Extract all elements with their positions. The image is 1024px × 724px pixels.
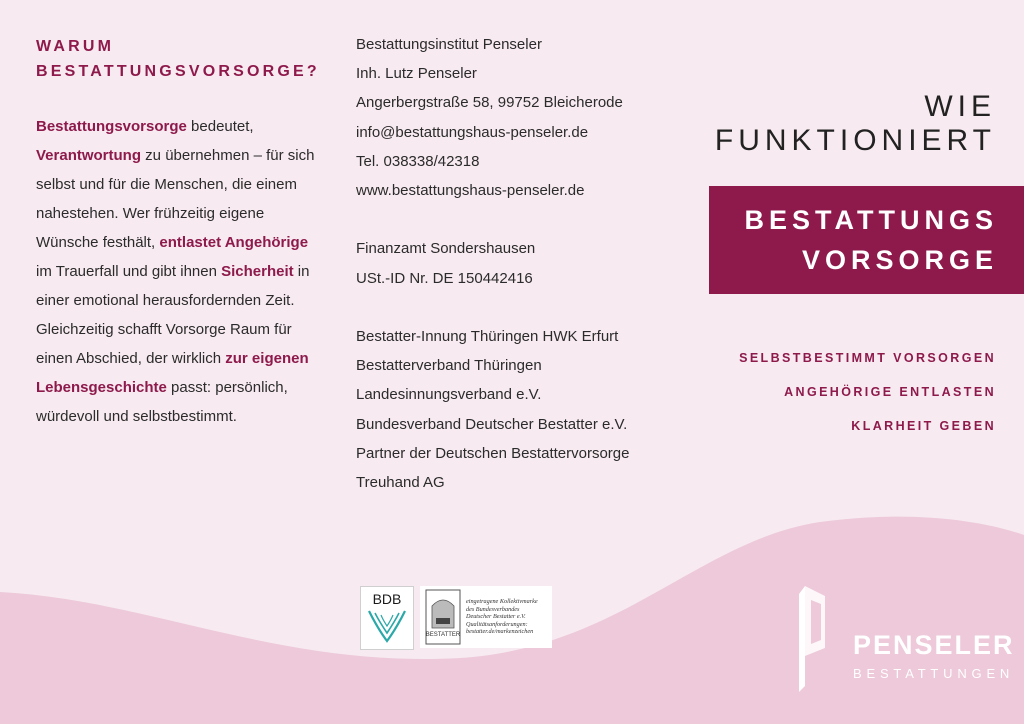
contact-block [356,30,676,205]
address: Angerbergstraße 58, 99752 Bleicherode [356,94,623,112]
why-section [36,34,326,431]
cover-title [715,90,996,158]
cover-box-line2: VORSORGE [801,245,998,275]
paragraph-text: zu übernehmen – für sich selbst und für die Menschen, die einem nahestehen. Wer frühzeitig eigene Wünsche festhält, [36,147,315,251]
seal-text-line: bestatter.de/markenzeichen [466,628,534,636]
cover-title-box [709,186,1024,294]
paragraph-text: in einer emotional herausfordernden Zeit. Gleichzeitig schafft Vorsorge Raum für einen Abschied, der wirklich [36,263,310,367]
brand-subtitle: BESTATTUNGEN [853,666,1015,681]
paragraph-text: im Trauerfall und gibt ihnen [36,263,222,280]
svg-text:BESTATTER: BESTATTER [425,632,461,638]
highlight-keyword: Sicherheit [221,263,294,280]
highlight-keyword: zur eigenen Lebensgeschichte [36,350,309,396]
tagline: ANGEHÖRIGE ENTLASTEN [784,385,996,399]
bdb-logo [360,586,414,650]
membership-item: Bestatterverband Thüringen [356,357,542,375]
tax-office: Finanzamt Sondershausen [356,240,536,258]
vat-id: USt.-ID Nr. DE 150442416 [356,269,533,287]
cover-box-line1: BESTATTUNGS [744,205,998,235]
seal-text-line: Qualitätsanforderungen: [466,620,528,628]
svg-text:BDB: BDB [372,591,402,607]
cover-title-line1: WIE [924,90,996,123]
website: www.bestattungshaus-penseler.de [356,182,585,200]
tagline: SELBSTBESTIMMT VORSORGEN [739,351,996,365]
phone: Tel. 038338/42318 [356,152,480,170]
imprint-section [356,30,676,526]
email: info@bestattungshaus-penseler.de [356,123,589,141]
tagline: KLARHEIT GEBEN [851,419,996,433]
why-paragraph [36,112,326,431]
membership-item: Landesinnungsverband e.V. [356,386,542,404]
seal-text-line: Deutscher Bestatter e.V. [466,613,526,621]
highlight-keyword: Bestattungsvorsorge [36,118,187,135]
tax-block [356,234,676,292]
paragraph-text: passt: persönlich, würdevoll und selbstbestimmt. [36,379,288,425]
seal-text [466,598,538,635]
why-heading-line2: BESTATTUNGSVORSORGE? [36,63,320,80]
seal-text-line: eingetragene Kollektivmarke [466,598,538,606]
association-logos [360,586,552,650]
bestatter-seal [420,586,552,648]
memberships-block [356,322,676,497]
why-heading [36,34,326,84]
membership-item: Treuhand AG [356,474,445,492]
penseler-logo [795,582,1015,692]
seal-text-line: des Bundesverbandes [466,605,520,613]
penseler-mark-icon [795,582,835,692]
highlight-keyword: Verantwortung [36,147,142,164]
membership-item: Partner der Deutschen Bestattervorsorge [356,444,630,462]
bestatter-seal-icon [424,588,462,646]
brand-name: PENSELER [853,630,1015,660]
membership-item: Bestatter-Innung Thüringen HWK Erfurt [356,328,619,345]
company-name: Bestattungsinstitut Penseler [356,36,542,53]
paragraph-text: bedeutet, [186,118,254,135]
membership-item: Bundesverband Deutscher Bestatter e.V. [356,415,628,433]
cover-title-line2: FUNKTIONIERT [714,124,996,157]
taglines [739,341,996,443]
highlight-keyword: entlastet Angehörige [159,234,309,251]
owner-name: Inh. Lutz Penseler [356,65,477,83]
why-heading-line1: WARUM [36,38,115,55]
